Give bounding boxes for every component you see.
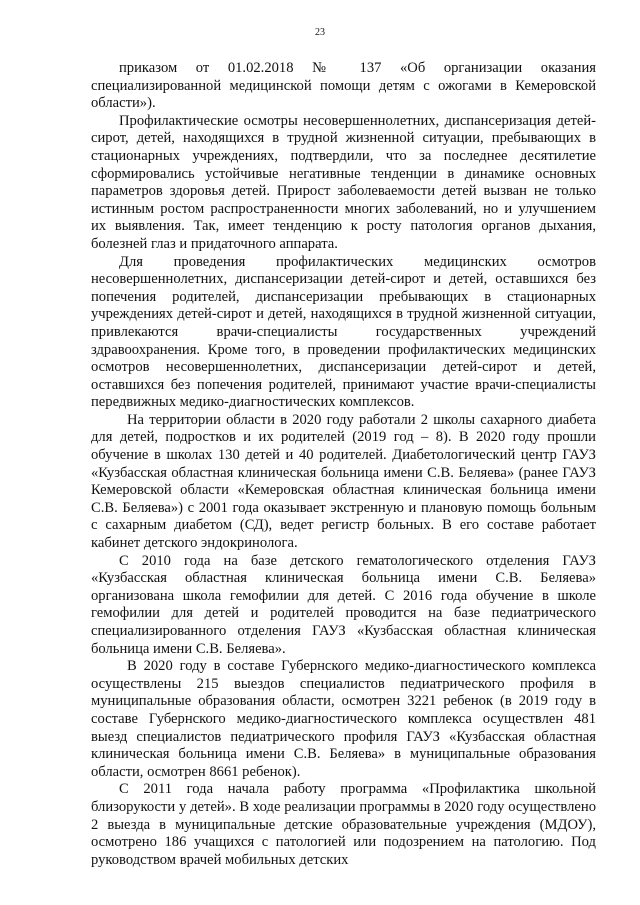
paragraph-specialists: Для проведения профилактических медицинских осмотров несовершеннолетних, диспансеризации детей-сирот и детей, оставшихся без попечения родителей, диспансеризации пребывающих в стационарных учреждениях детей-сирот и детей, находящихся в трудной жизненной ситуации, привлекаются врачи-специалисты государственных учреждений здравоохранения. Кроме того, в проведении профилактических медицинских осмотров несовершеннолетних, диспансеризации детей-сирот и детей, оставшихся без попечения родителей, принимают участие врачи-специалисты передвижных медико-диагностических комплексов. <box>91 253 596 411</box>
page-body <box>91 60 596 869</box>
paragraph-diabetes-schools: На территории области в 2020 году работали 2 школы сахарного диабета для детей, подростков и их родителей (2019 год – 8). В 2020 году прошли обучение в школах 130 детей и 40 родителей. Диабетологический центр ГАУЗ «Кузбасская областная клиническая больница имени С.В. Беляева» (ранее ГАУЗ Кемеровской области «Кемеровская областная клиническая больница имени С.В. Беляева») с 2001 года оказывает экстренную и плановую помощь больным с сахарным диабетом (СД), ведет регистр больных. В его составе работает кабинет детского эндокринолога. <box>91 411 596 552</box>
paragraph-myopia-program: С 2011 года начала работу программа «Профилактика школьной близорукости у детей». В ходе реализации программы в 2020 году осуществлено 2 выезда в муниципальные детские образовательные учреждения (МДОУ), осмотрено 186 учащихся с патологией или подозрением на патологию. Под руководством врачей мобильных детских <box>91 781 596 868</box>
page-number: 23 <box>315 27 325 38</box>
paragraph-hemophilia-school: С 2010 года на базе детского гематологического отделения ГАУЗ «Кузбасская областная клиническая больница имени С.В. Беляева» организована школа гемофилии для детей. С 2016 года обучение в школе гемофилии для детей и родителей проводится на базе педиатрического специализированного отделения ГАУЗ «Кузбасская областная клиническая больница имени С.В. Беляева». <box>91 552 596 657</box>
paragraph-preventive-exams: Профилактические осмотры несовершеннолетних, диспансеризация детей-сирот, детей, находящихся в трудной жизненной ситуации, пребывающих в стационарных учреждениях, подтвердили, что за последнее десятилетие сформировались устойчивые негативные тенденции в динамике основных параметров здоровья детей. Прирост заболеваемости детей вызван не только истинным ростом распространенности многих заболеваний, но и улучшением их выявления. Так, имеет тенденцию к росту патология органов дыхания, болезней глаз и придаточного аппарата. <box>91 112 596 252</box>
paragraph-order-reference: приказом от 01.02.2018 № 137 «Об организации оказания специализированной медицинской помощи детям с ожогами в Кемеровской области»). <box>91 60 596 112</box>
paragraph-diagnostic-complex: В 2020 году в составе Губернского медико-диагностического комплекса осуществлены 215 выездов специалистов педиатрического профиля в муниципальные образования области, осмотрен 3221 ребенок (в 2019 году в составе Губернского медико-диагностического комплекса осуществлен 481 выезд специалистов педиатрического профиля ГАУЗ «Кузбасская областная клиническая больница имени С.В. Беляева» в муниципальные образования области, осмотрен 8661 ребенок). <box>91 658 596 780</box>
